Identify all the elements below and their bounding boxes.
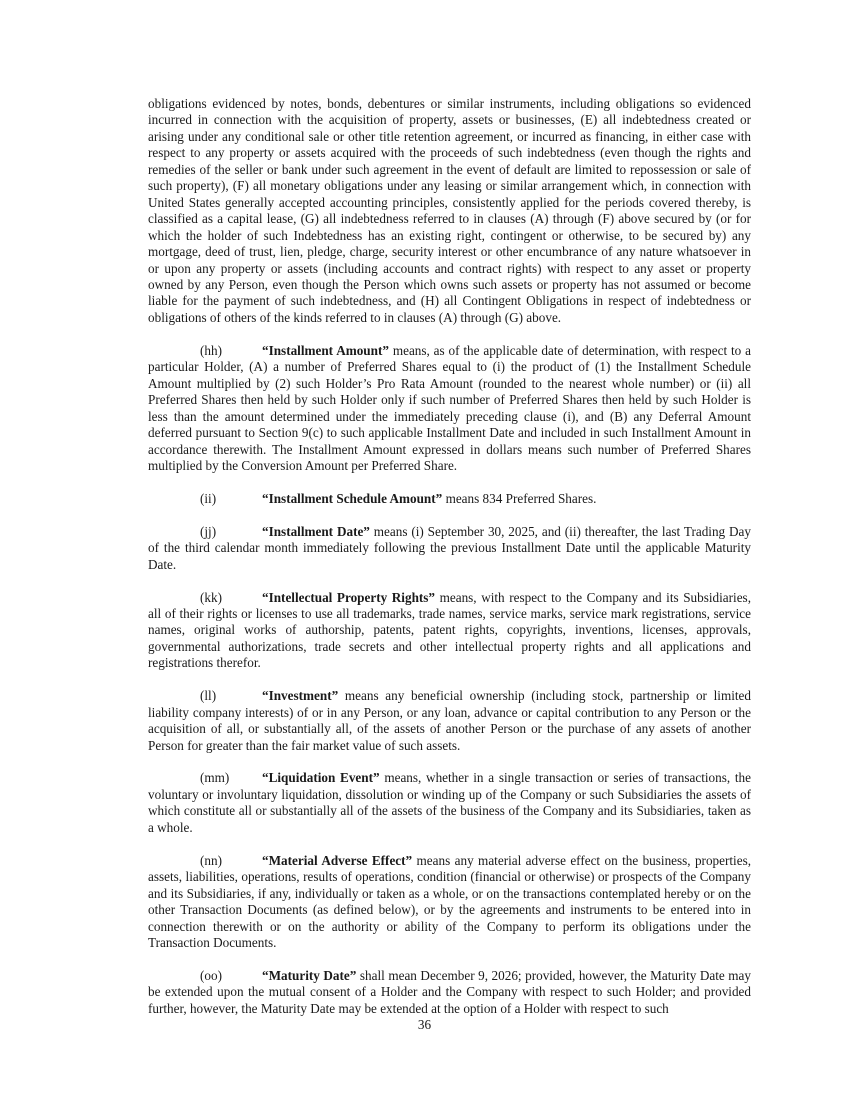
definition-text: means 834 Preferred Shares.	[442, 490, 597, 506]
definition-text: means, with respect to the Company and its Subsidiaries, all of their rights or licenses to use all trademarks, trade names, service marks, service mark registrations, service names, original works of authorship, patents, patent rights, copyrights, inventions, licenses, approvals, governmental authorizations, trade secrets and other intellectual property rights and all applications and registrations therefor.	[148, 589, 751, 671]
definition-term: “Material Adverse Effect”	[262, 852, 413, 868]
definition-number: (ll)	[200, 688, 217, 704]
definition-number: (oo)	[200, 967, 222, 983]
definition-number: (kk)	[200, 589, 222, 605]
definition-term: “Liquidation Event”	[262, 770, 380, 786]
definition-text: means any material adverse effect on the business, properties, assets, liabilities, operations, results of operations, condition (financial or otherwise) or prospects of the Company and its Subsidiaries, if any, individually or taken as a whole, or on the transactions contemplated hereby or on the other Transaction Documents (as defined below), or by the agreements and instruments to be entered into in connection therewith or on the authority or ability of the Company to perform its obligations under the Transaction Documents.	[148, 852, 751, 950]
definition-text: means, as of the applicable date of determination, with respect to a particular Holder, (A) a number of Preferred Shares equal to (i) the product of (1) the Installment Schedule Amount multiplied by (2) such Holder’s Pro Rata Amount (rounded to the nearest whole number) or (ii) all Preferred Shares then held by such Holder only if such number of Preferred Shares then held by such Holder is less than the amount determined under the immediately preceding clause (i), and (B) any Deferral Amount deferred pursuant to Section 9(c) to such applicable Installment Date and included in such Installment Amount in accordance therewith. The Installment Amount expressed in dollars means such number of Preferred Shares multiplied by the Conversion Amount per Preferred Share.	[148, 342, 751, 473]
definition-paragraph	[148, 853, 751, 952]
definition-paragraph	[148, 590, 751, 672]
definition-text: means any beneficial ownership (including stock, partnership or limited liability company interests) of or in any Person, or any loan, advance or capital contribution to any Person or the acquisition of all, or substantially all, of the assets of another Person or the purchase of any assets of another Person for greater than the fair market value of such assets.	[148, 688, 751, 753]
intro-paragraph: obligations evidenced by notes, bonds, debentures or similar instruments, including obligations so evidenced incurred in connection with the acquisition of property, assets or businesses, (E) all indebtedness created or arising under any conditional sale or other title retention agreement, or incurred as financing, in either case with respect to any property or assets acquired with the proceeds of such indebtedness (even though the rights and remedies of the seller or bank under such agreement in the event of default are limited to repossession or sale of such property), (F) all monetary obligations under any leasing or similar arrangement which, in connection with United States generally accepted accounting principles, consistently applied for the periods covered thereby, is classified as a capital lease, (G) all indebtedness referred to in clauses (A) through (F) above secured by (or for which the holder of such Indebtedness has an existing right, contingent or otherwise, to be secured by) any mortgage, deed of trust, lien, pledge, charge, security interest or other encumbrance of any nature whatsoever in or upon any property or assets (including accounts and contract rights) with respect to any asset or property owned by any Person, even though the Person which owns such assets or property has not assumed or become liable for the payment of such indebtedness, and (H) all Contingent Obligations in respect of indebtedness or obligations of others of the kinds referred to in clauses (A) through (G) above.	[148, 96, 751, 325]
definition-text: shall mean December 9, 2026; provided, however, the Maturity Date may be extended upon the mutual consent of a Holder and the Company with respect to such Holder; and provided further, however, the Maturity Date may be extended at the option of a Holder with respect to such	[148, 967, 751, 1016]
definition-number: (mm)	[200, 770, 230, 786]
definition-term: “Intellectual Property Rights”	[262, 589, 436, 605]
definition-number: (jj)	[200, 523, 217, 539]
definition-term: “Installment Date”	[262, 523, 370, 539]
document-page	[148, 96, 751, 1034]
definition-number: (ii)	[200, 490, 217, 506]
definition-paragraph	[148, 524, 751, 573]
definition-paragraph	[148, 491, 751, 507]
definition-number: (hh)	[200, 342, 222, 358]
definition-paragraph	[148, 968, 751, 1017]
definition-paragraph	[148, 770, 751, 836]
definition-paragraph	[148, 343, 751, 475]
definition-term: “Investment”	[262, 688, 339, 704]
definition-term: “Installment Schedule Amount”	[262, 490, 443, 506]
definition-term: “Installment Amount”	[262, 342, 389, 358]
definition-text: means, whether in a single transaction or series of transactions, the voluntary or involuntary liquidation, dissolution or winding up of the Company or such Subsidiaries the assets of which constitute all or substantially all of the assets of the business of the Company and its Subsidiaries, taken as a whole.	[148, 770, 751, 835]
definition-text: means (i) September 30, 2025, and (ii) thereafter, the last Trading Day of the third calendar month immediately following the previous Installment Date until the applicable Maturity Date.	[148, 523, 751, 572]
definition-paragraph	[148, 688, 751, 754]
definition-number: (nn)	[200, 852, 222, 868]
definition-term: “Maturity Date”	[262, 967, 357, 983]
page-number: 36	[417, 1017, 432, 1032]
